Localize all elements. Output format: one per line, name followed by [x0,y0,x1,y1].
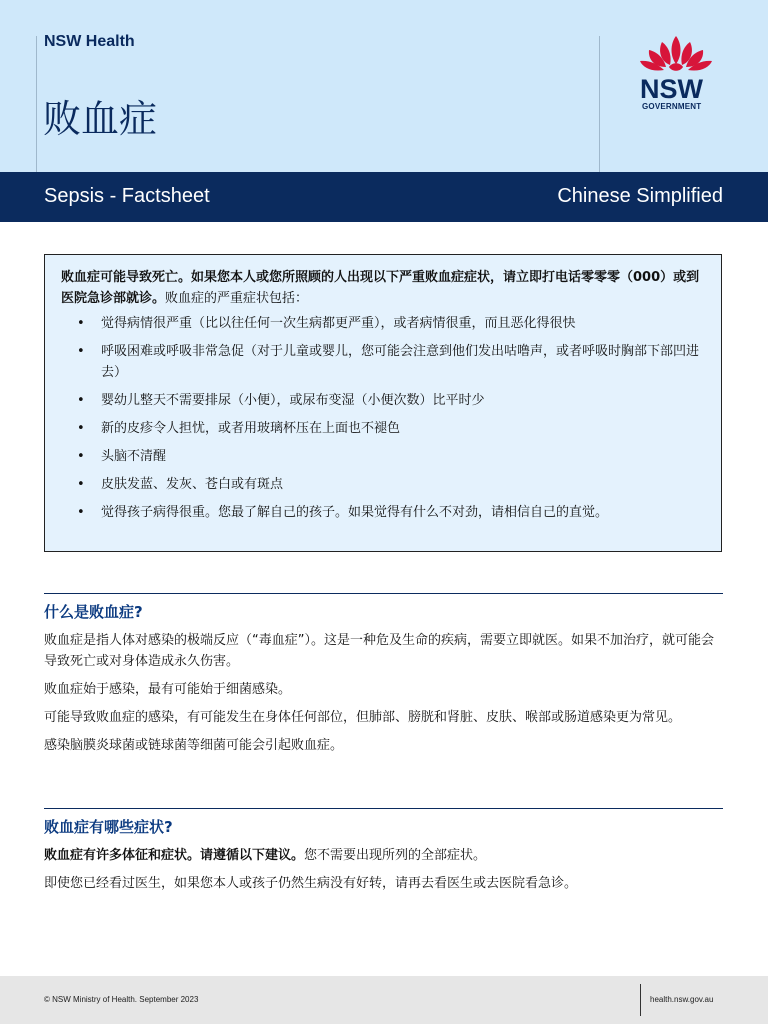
section-divider [44,808,723,809]
bullet-icon: • [77,393,85,408]
title-band [0,172,768,222]
website-link[interactable]: health.nsw.gov.au [650,995,714,1004]
paragraph: 感染脑膜炎球菌或链球菌等细菌可能会引起败血症。 [44,738,344,753]
list-item: • 头脑不清醒 [61,446,705,467]
section-divider [44,593,723,594]
logo-wordmark: NSW [640,74,703,104]
bullet-icon: • [77,344,85,359]
list-item: • 新的皮疹令人担忧，或者用玻璃杯压在上面也不褪色 [61,418,705,439]
copyright: © NSW Ministry of Health. September 2023 [44,995,199,1004]
warning-intro-bold: 败血症可能导致死亡。如果您本人或您所照顾的人出现以下严重败血症症状，请立即打电话零零零（000）或到医院急诊部就诊。 [61,270,700,306]
factsheet-label: Sepsis - Factsheet [44,185,210,207]
bullet-icon: • [77,316,85,331]
list-item: • 觉得病情很严重（比以往任何一次生病都更严重），或者病情很重，而且恶化得很快 [61,313,705,334]
section-what-is [44,593,723,763]
page-title: 败血症 [43,97,158,141]
section-heading-symptoms: 败血症有哪些症状? [44,818,173,836]
bullet-icon: • [77,421,85,436]
header-divider-left [36,36,37,172]
list-item: • 觉得孩子病得很重。您最了解自己的孩子。如果觉得有什么不对劲，请相信自己的直觉。 [61,502,705,523]
paragraph: 可能导致败血症的感染，有可能发生在身体任何部位，但肺部、膀胱和肾脏、皮肤、喉部或肠道感染更为常见。 [44,710,682,725]
paragraph: 败血症是指人体对感染的极端反应（“毒血症”）。这是一种危及生命的疾病，需要立即就医。如果不加治疗，就可能会导致死亡或对身体造成永久伤害。 [44,633,714,669]
severe-symptom-list [61,313,705,523]
language-label: Chinese Simplified [557,185,723,207]
symptoms-normal-text: 您不需要出现所列的全部症状。 [304,848,487,863]
warning-box [44,254,722,552]
header-divider-right [599,36,600,172]
page-header [0,0,768,172]
logo-subtext: GOVERNMENT [642,102,702,111]
paragraph: 即使您已经看过医生，如果您本人或孩子仍然生病没有好转，请再去看医生或去医院看急诊。 [44,876,578,891]
bullet-icon: • [77,449,85,464]
list-item: • 皮肤发蓝、发灰、苍白或有斑点 [61,474,705,495]
paragraph [44,845,723,866]
bullet-icon: • [77,477,85,492]
bullet-icon: • [77,505,85,520]
symptoms-bold-text: 败血症有许多体征和症状。请遵循以下建议。 [44,848,305,863]
list-item: • 呼吸困难或呼吸非常急促（对于儿童或婴儿，您可能会注意到他们发出咕噜声，或者呼吸时胸部下部凹进去） [61,341,705,383]
warning-intro-normal: 败血症的严重症状包括： [165,291,309,306]
section-symptoms [44,808,723,901]
warning-intro [61,267,705,309]
page-footer [0,976,768,1024]
list-item: • 婴幼儿整天不需要排尿（小便），或尿布变湿（小便次数）比平时少 [61,390,705,411]
org-name: NSW Health [44,33,135,50]
footer-divider [640,984,641,1016]
section-heading-what-is: 什么是败血症? [44,603,143,621]
paragraph: 败血症始于感染，最有可能始于细菌感染。 [44,682,292,697]
